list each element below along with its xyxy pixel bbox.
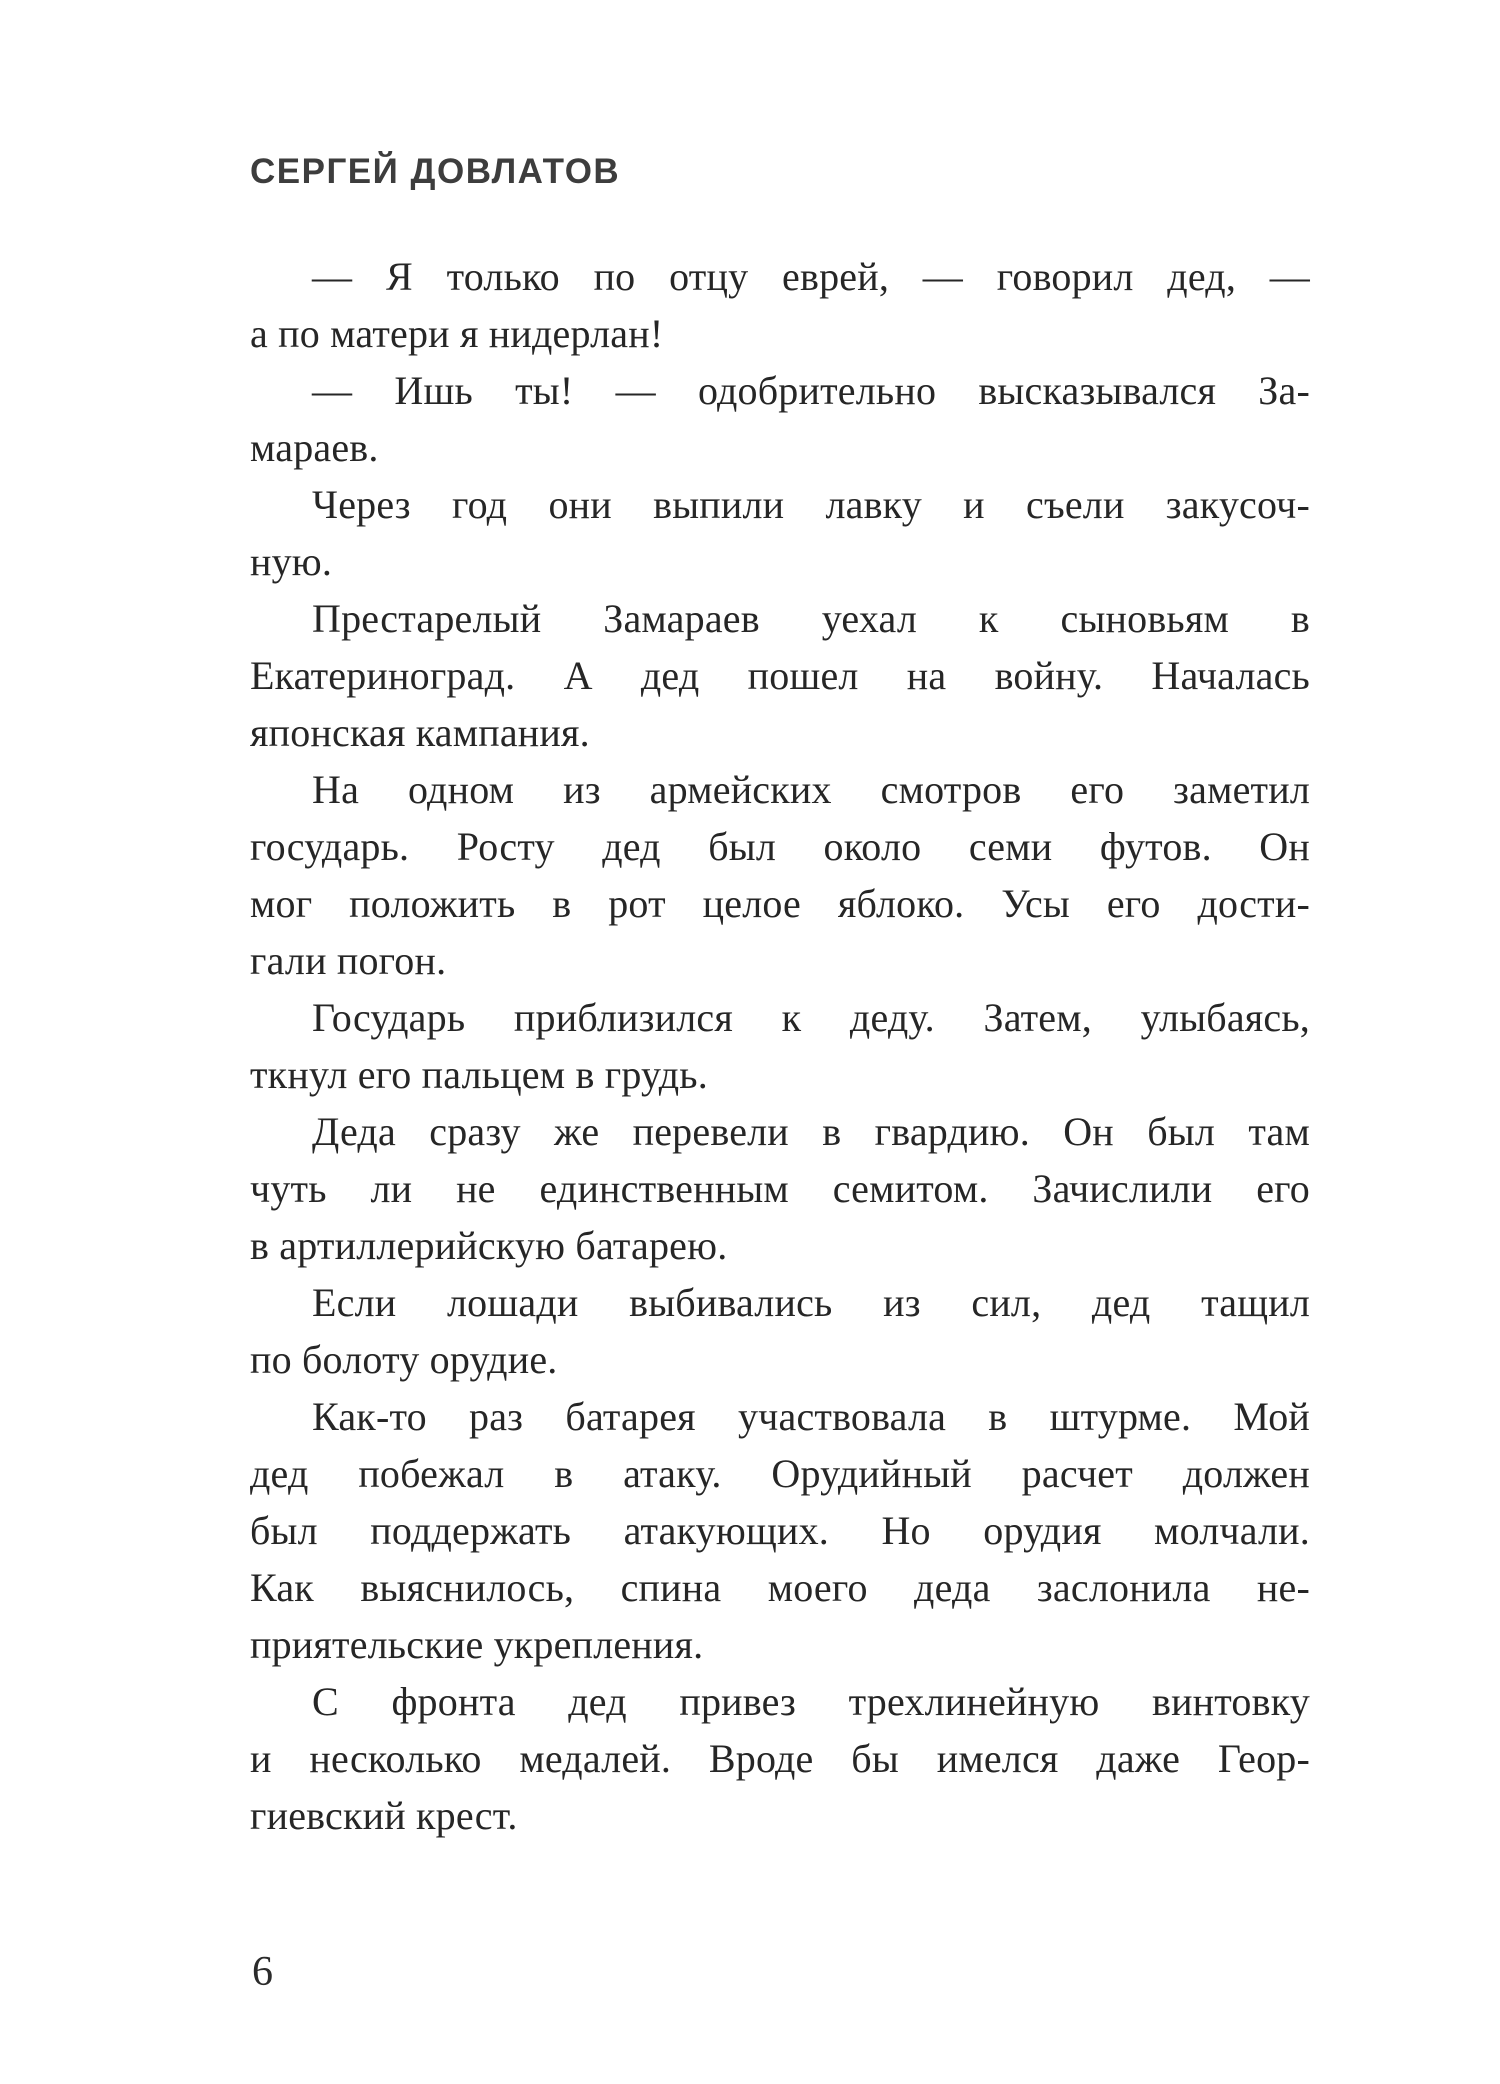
paragraph	[250, 989, 1310, 1103]
text-line: мараев.	[250, 425, 379, 470]
text-line: На одном из армейских смотров его заметил	[312, 767, 1310, 812]
text-line: Деда сразу же перевели в гвардию. Он был там	[312, 1109, 1310, 1154]
text-line: — Ишь ты! — одобрительно высказывался За-	[312, 368, 1310, 413]
running-header-author: СЕРГЕЙ ДОВЛАТОВ	[250, 152, 621, 191]
page-number: 6	[252, 1949, 273, 1995]
text-line: дед побежал в атаку. Орудийный расчет должен	[250, 1451, 1310, 1496]
text-line: и несколько медалей. Вроде бы имелся даже Геор-	[250, 1736, 1310, 1781]
paragraph	[250, 362, 1310, 476]
text-line: Екатериноград. А дед пошел на войну. Началась	[250, 653, 1310, 698]
text-line: С фронта дед привез трехлинейную винтовку	[312, 1679, 1310, 1724]
paragraph	[250, 1103, 1310, 1274]
text-line: был поддержать атакующих. Но орудия молчали.	[250, 1508, 1310, 1553]
text-line: по болоту орудие.	[250, 1337, 558, 1382]
text-line: — Я только по отцу еврей, — говорил дед, —	[312, 254, 1310, 299]
text-line: ткнул его пальцем в грудь.	[250, 1052, 708, 1097]
paragraph	[250, 590, 1310, 761]
page-content	[250, 152, 1310, 1844]
text-line: Как-то раз батарея участвовала в штурме. Мой	[312, 1394, 1310, 1439]
text-line: чуть ли не единственным семитом. Зачислили его	[250, 1166, 1310, 1211]
text-line: Если лошади выбивались из сил, дед тащил	[312, 1280, 1310, 1325]
text-line: гиевский крест.	[250, 1793, 518, 1838]
paragraph	[250, 1388, 1310, 1673]
text-line: Государь приблизился к деду. Затем, улыбаясь,	[312, 995, 1310, 1040]
paragraph	[250, 1274, 1310, 1388]
text-line: Как выяснилось, спина моего деда заслонила не-	[250, 1565, 1310, 1610]
text-line: мог положить в рот целое яблоко. Усы его дости-	[250, 881, 1310, 926]
text-line: Через год они выпили лавку и съели закусоч-	[312, 482, 1310, 527]
paragraph	[250, 761, 1310, 989]
text-line: Престарелый Замараев уехал к сыновьям в	[312, 596, 1310, 641]
text-line: японская кампания.	[250, 710, 590, 755]
paragraph	[250, 1673, 1310, 1844]
text-line: в артиллерийскую батарею.	[250, 1223, 728, 1268]
text-line: гали погон.	[250, 938, 447, 983]
paragraph	[250, 248, 1310, 362]
paragraph	[250, 476, 1310, 590]
body-text	[250, 248, 1310, 1844]
text-line: ную.	[250, 539, 333, 584]
text-line: а по матери я нидерлан!	[250, 311, 664, 356]
text-line: государь. Росту дед был около семи футов. Он	[250, 824, 1310, 869]
text-line: приятельские укрепления.	[250, 1622, 704, 1667]
